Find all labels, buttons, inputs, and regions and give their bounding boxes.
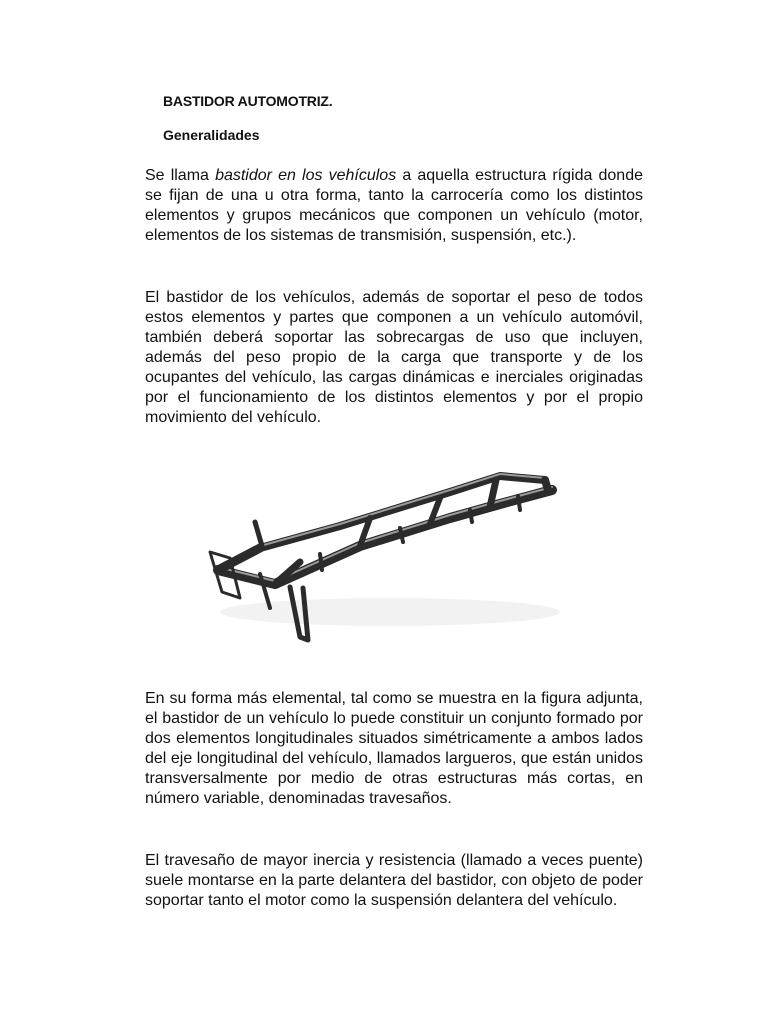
paragraph-loads: El bastidor de los vehículos, además de soportar el peso de todos estos elementos y partes que componen a un vehículo automóvil, también deberá soportar las sobrecargas de uso que incluyen, además del peso propio de la carga que transporte y de los ocupantes del vehículo, las cargas dinámicas e inerciales originadas por el funcionamiento de los distintos elementos y por el propio movimiento del vehículo.: [145, 289, 643, 426]
emphasized-term: bastidor en los vehículos: [215, 167, 397, 184]
paragraph-text: Se llama: [145, 167, 216, 184]
chassis-frame-icon: [200, 462, 570, 662]
paragraph-crossmember: El travesaño de mayor inercia y resistencia (llamado a veces puente) suele montarse en la parte delantera del bastidor, con objeto de poder soportar tanto el motor como la suspensión delantera del vehículo.: [145, 852, 643, 909]
paragraph-text: a aquella estructura rígida donde se fijan de una u otra forma, tanto la carrocería como los distintos elementos y grupos mecánicos que componen un vehículo (motor, elementos de los sistemas de transmisión, suspensión, etc.).: [145, 167, 643, 244]
section-heading: Generalidades: [163, 127, 260, 143]
paragraph-definition: [145, 166, 643, 246]
chassis-frame-figure: [200, 462, 570, 662]
document-title: BASTIDOR AUTOMOTRIZ.: [163, 93, 333, 109]
paragraph-structure: En su forma más elemental, tal como se muestra en la figura adjunta, el bastidor de un vehículo lo puede constituir un conjunto formado por dos elementos longitudinales situados simétricamente a ambos lados del eje longitudinal del vehículo, llamados largueros, que están unidos transversalmente por medio de otras estructuras más cortas, en número variable, denominadas travesaños.: [145, 690, 643, 807]
